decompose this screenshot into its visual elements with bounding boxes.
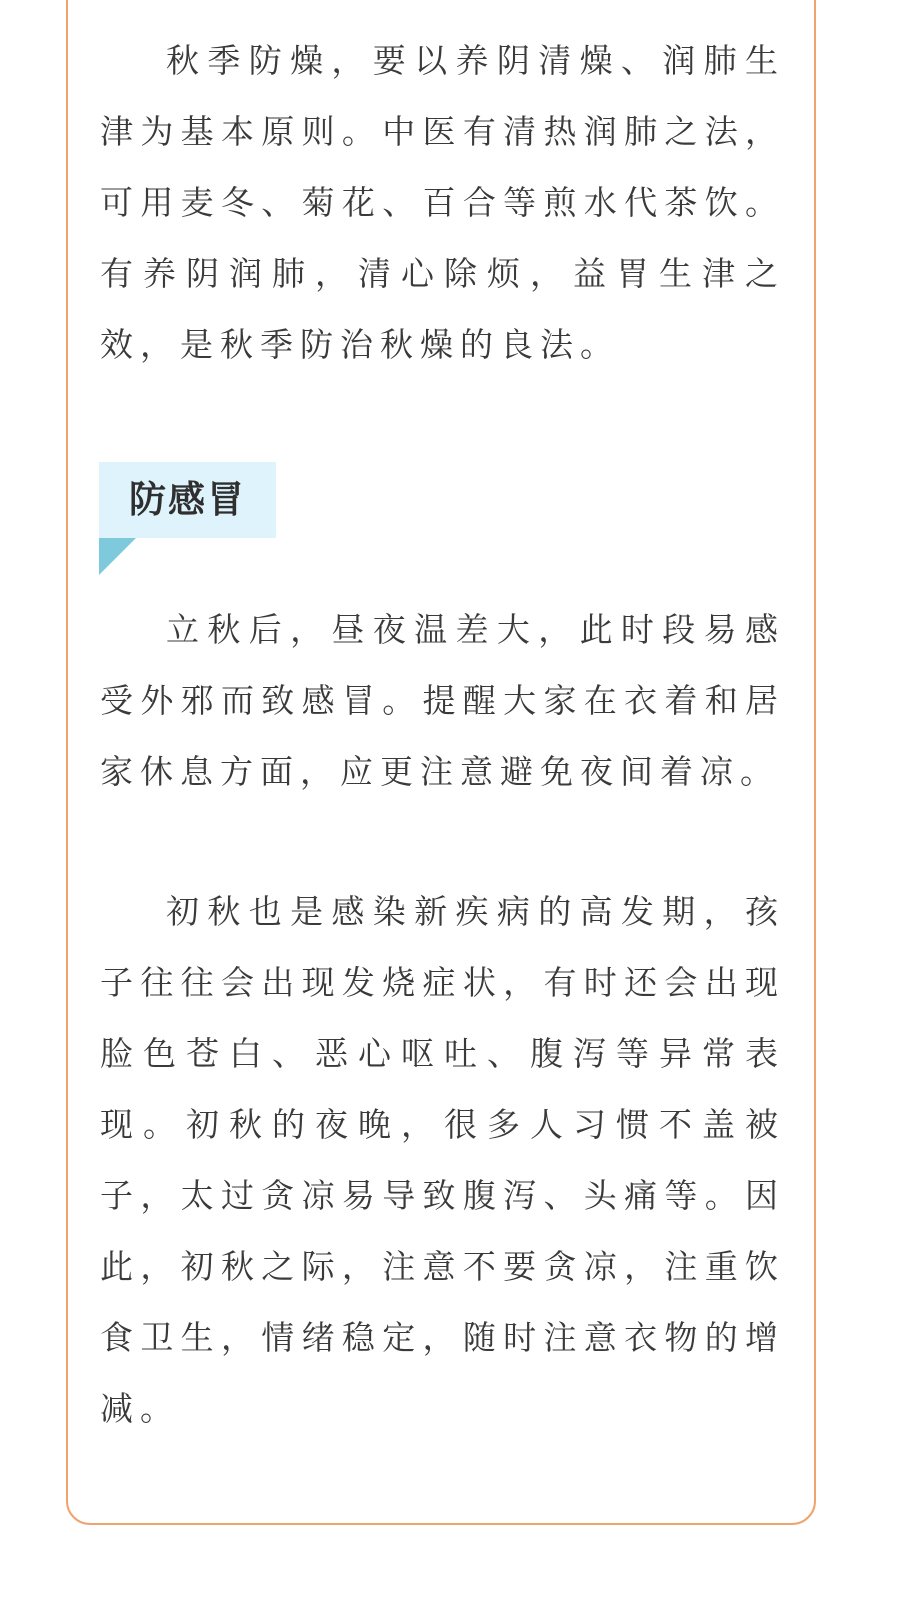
heading-corner-tab	[99, 538, 136, 575]
article-paragraph-3: 初秋也是感染新疾病的高发期，孩子往往会出现发烧症状，有时还会出现脸色苍白、恶心呕吐、腹泻等异常表现。初秋的夜晚，很多人习惯不盖被子，太过贪凉易导致腹泻、头痛等。因此，初秋之际，注意不要贪凉，注重饮食卫生，情绪稳定，随时注意衣物的增减。	[100, 892, 785, 1428]
article-paragraph-1: 秋季防燥，要以养阴清燥、润肺生津为基本原则。中医有清热润肺之法，可用麦冬、菊花、百合等煎水代茶饮。有养阴润肺，清心除烦，益胃生津之效，是秋季防治秋燥的良法。	[100, 41, 785, 364]
section-heading: 防感冒	[129, 478, 246, 521]
section-heading-box	[99, 462, 276, 538]
article-paragraph-2: 立秋后，昼夜温差大，此时段易感受外邪而致感冒。提醒大家在衣着和居家休息方面，应更注意避免夜间着凉。	[100, 610, 785, 791]
